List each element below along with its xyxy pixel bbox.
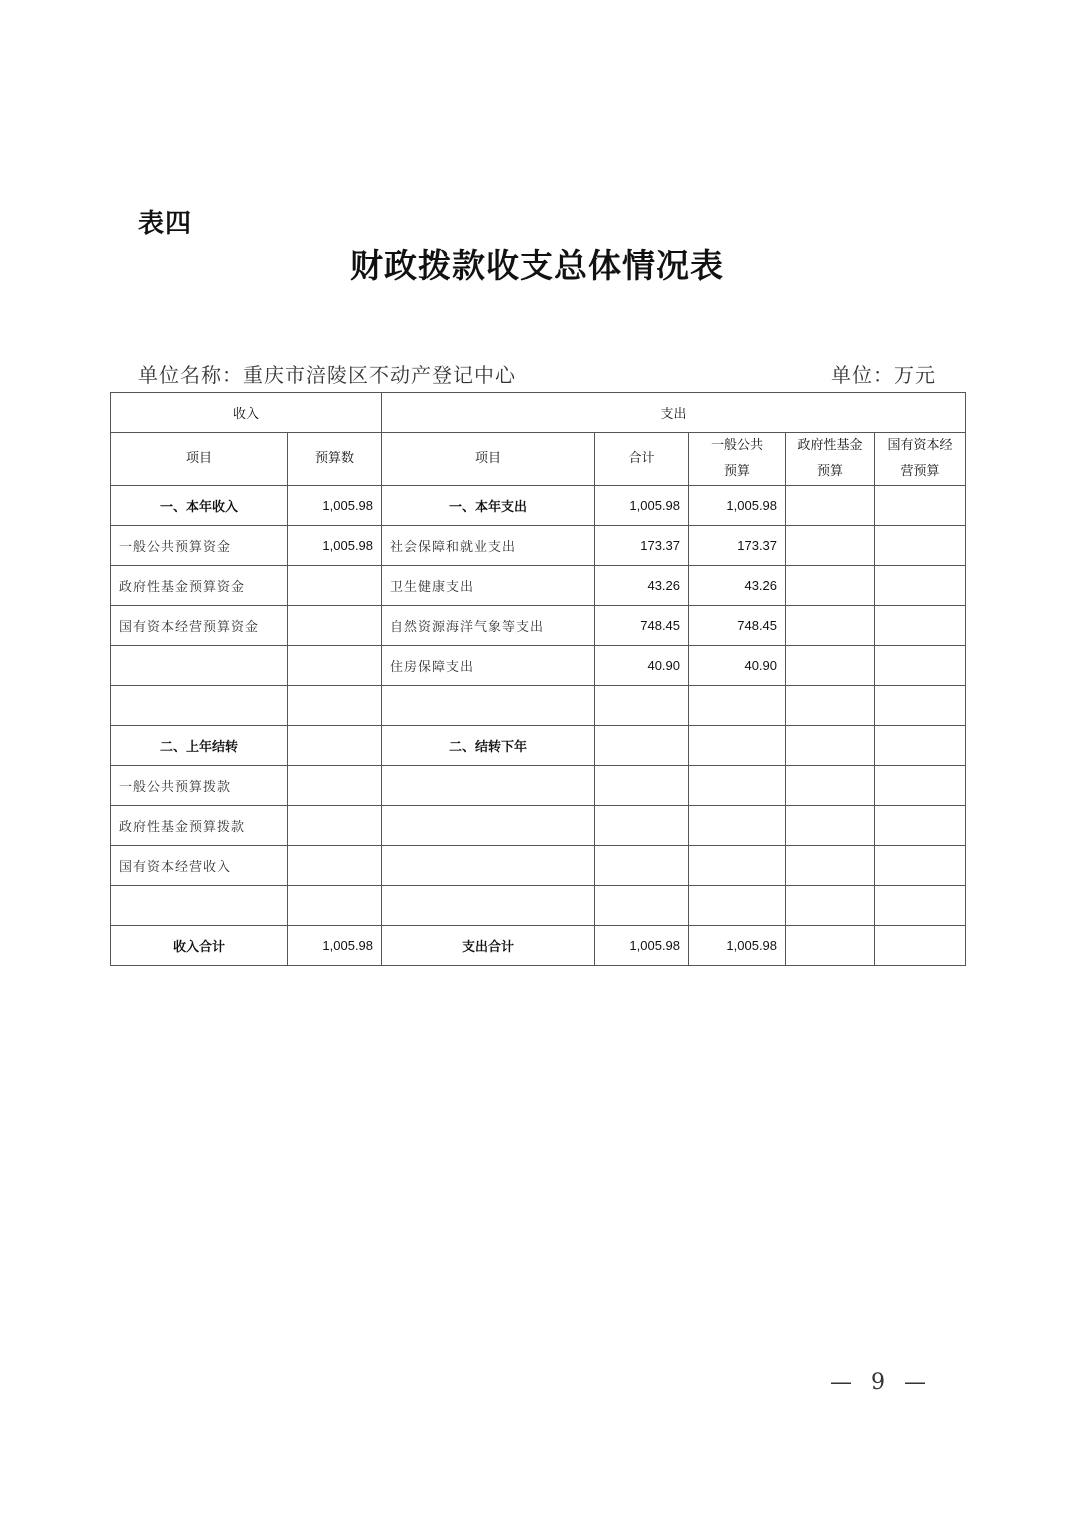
col-state-line2: 营预算 <box>900 464 940 479</box>
general-budget-cell: 1,005.98 <box>689 486 786 526</box>
income-item-cell: 二、上年结转 <box>111 726 288 766</box>
table-row <box>111 566 966 606</box>
table-row <box>111 806 966 846</box>
expense-total-cell <box>595 806 689 846</box>
income-value-cell <box>288 806 382 846</box>
fund-budget-cell <box>786 566 875 606</box>
income-item-cell <box>111 686 288 726</box>
expense-total-cell <box>595 846 689 886</box>
expense-total-cell: 40.90 <box>595 646 689 686</box>
general-budget-cell: 40.90 <box>689 646 786 686</box>
general-budget-cell <box>689 686 786 726</box>
state-capital-cell <box>875 846 966 886</box>
expense-item-cell: 住房保障支出 <box>382 646 595 686</box>
expense-total-cell: 1,005.98 <box>595 926 689 966</box>
table-body <box>111 486 966 966</box>
income-item-cell: 一、本年收入 <box>111 486 288 526</box>
income-value-cell <box>288 646 382 686</box>
state-capital-cell <box>875 686 966 726</box>
fund-budget-cell <box>786 846 875 886</box>
state-capital-cell <box>875 646 966 686</box>
header-row-2 <box>111 433 966 486</box>
fund-budget-cell <box>786 486 875 526</box>
income-item-cell: 一般公共预算资金 <box>111 526 288 566</box>
col-general-line2: 预算 <box>724 464 751 479</box>
fund-budget-cell <box>786 766 875 806</box>
income-item-cell: 国有资本经营收入 <box>111 846 288 886</box>
state-capital-cell <box>875 806 966 846</box>
general-budget-cell: 1,005.98 <box>689 926 786 966</box>
table-row <box>111 846 966 886</box>
state-capital-cell <box>875 606 966 646</box>
unit-label: 单位：万元 <box>831 363 936 387</box>
table-row <box>111 766 966 806</box>
fund-budget-cell <box>786 526 875 566</box>
income-value-cell <box>288 606 382 646</box>
income-value-cell <box>288 886 382 926</box>
expense-item-cell: 自然资源海洋气象等支出 <box>382 606 595 646</box>
expense-total-cell <box>595 686 689 726</box>
expense-item-cell <box>382 846 595 886</box>
fund-budget-cell <box>786 806 875 846</box>
state-capital-cell <box>875 886 966 926</box>
expense-item-cell: 社会保障和就业支出 <box>382 526 595 566</box>
expense-total-cell: 43.26 <box>595 566 689 606</box>
expense-total-cell: 173.37 <box>595 526 689 566</box>
col-item-header: 项目 <box>111 433 288 486</box>
unit-name-label: 单位名称：重庆市涪陵区不动产登记中心 <box>138 363 516 387</box>
expense-header: 支出 <box>382 393 966 433</box>
income-item-cell: 一般公共预算拨款 <box>111 766 288 806</box>
fund-budget-cell <box>786 646 875 686</box>
header-row-1 <box>111 393 966 433</box>
table-row <box>111 486 966 526</box>
table-row <box>111 686 966 726</box>
income-value-cell <box>288 726 382 766</box>
income-item-cell: 国有资本经营预算资金 <box>111 606 288 646</box>
col-general-line1: 一般公共 <box>711 438 764 453</box>
expense-item-cell: 二、结转下年 <box>382 726 595 766</box>
expense-item-cell: 一、本年支出 <box>382 486 595 526</box>
general-budget-cell <box>689 726 786 766</box>
col-fund-line2: 预算 <box>817 464 844 479</box>
state-capital-cell <box>875 726 966 766</box>
state-capital-cell <box>875 566 966 606</box>
expense-total-cell <box>595 886 689 926</box>
expense-item-cell: 卫生健康支出 <box>382 566 595 606</box>
expense-item-cell: 支出合计 <box>382 926 595 966</box>
fund-budget-cell <box>786 926 875 966</box>
col-total-header: 合计 <box>595 433 689 486</box>
expense-total-cell: 1,005.98 <box>595 486 689 526</box>
general-budget-cell <box>689 806 786 846</box>
col-general-header <box>689 433 786 486</box>
income-value-cell <box>288 846 382 886</box>
income-item-cell: 收入合计 <box>111 926 288 966</box>
general-budget-cell: 173.37 <box>689 526 786 566</box>
income-item-cell <box>111 646 288 686</box>
income-value-cell: 1,005.98 <box>288 486 382 526</box>
fund-budget-cell <box>786 686 875 726</box>
expense-total-cell <box>595 726 689 766</box>
fund-budget-cell <box>786 886 875 926</box>
general-budget-cell <box>689 886 786 926</box>
col-fund-header <box>786 433 875 486</box>
col-state-header <box>875 433 966 486</box>
fund-budget-cell <box>786 726 875 766</box>
income-value-cell <box>288 686 382 726</box>
col-state-line1: 国有资本经 <box>887 438 953 453</box>
table-row <box>111 926 966 966</box>
state-capital-cell <box>875 926 966 966</box>
general-budget-cell <box>689 766 786 806</box>
table-number: 表四 <box>138 209 193 239</box>
income-value-cell <box>288 766 382 806</box>
general-budget-cell: 748.45 <box>689 606 786 646</box>
expense-item-cell <box>382 806 595 846</box>
expense-item-cell <box>382 766 595 806</box>
state-capital-cell <box>875 766 966 806</box>
income-value-cell: 1,005.98 <box>288 926 382 966</box>
col-budget-header: 预算数 <box>288 433 382 486</box>
income-header: 收入 <box>111 393 382 433</box>
income-item-cell: 政府性基金预算资金 <box>111 566 288 606</box>
income-item-cell: 政府性基金预算拨款 <box>111 806 288 846</box>
fund-budget-cell <box>786 606 875 646</box>
general-budget-cell <box>689 846 786 886</box>
table-row <box>111 606 966 646</box>
income-item-cell <box>111 886 288 926</box>
expense-total-cell <box>595 766 689 806</box>
state-capital-cell <box>875 526 966 566</box>
budget-table <box>110 392 966 966</box>
table-row <box>111 726 966 766</box>
page-title: 财政拨款收支总体情况表 <box>350 246 724 285</box>
expense-total-cell: 748.45 <box>595 606 689 646</box>
expense-item-cell <box>382 886 595 926</box>
income-value-cell: 1,005.98 <box>288 526 382 566</box>
page-number: — 9 — <box>830 1370 932 1395</box>
col-item2-header: 项目 <box>382 433 595 486</box>
table-row <box>111 646 966 686</box>
col-fund-line1: 政府性基金 <box>797 438 863 453</box>
table-row <box>111 886 966 926</box>
state-capital-cell <box>875 486 966 526</box>
table-row <box>111 526 966 566</box>
income-value-cell <box>288 566 382 606</box>
expense-item-cell <box>382 686 595 726</box>
general-budget-cell: 43.26 <box>689 566 786 606</box>
